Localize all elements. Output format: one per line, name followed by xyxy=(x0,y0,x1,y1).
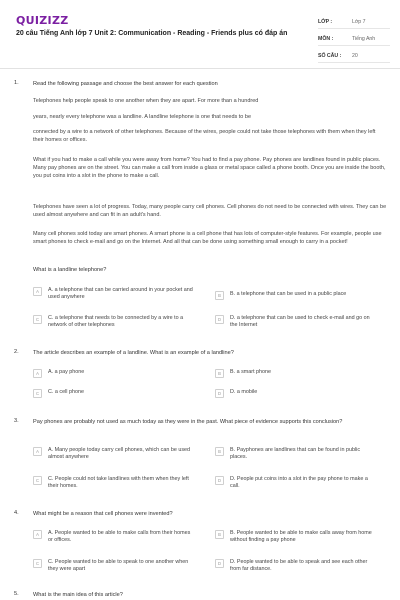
option-text: B. a telephone that can be used in a public place xyxy=(230,291,347,297)
question-text: What is a landline telephone? xyxy=(33,267,107,273)
option-letter: D xyxy=(215,315,224,324)
option-letter: A xyxy=(33,287,42,296)
meta-key: LỚP : xyxy=(318,18,333,25)
option-text: A. People wanted to be able to make calls from their homes or offices. xyxy=(48,530,191,544)
answer-option-a[interactable] xyxy=(33,287,193,302)
option-letter: A xyxy=(33,530,42,539)
meta-row-subject xyxy=(318,32,390,46)
answer-option-d[interactable] xyxy=(215,315,375,330)
option-letter: D xyxy=(215,559,224,568)
option-text: D. a mobile xyxy=(230,389,258,395)
document-header xyxy=(0,0,400,68)
document-title: 20 câu Tiếng Anh lớp 7 Unit 2: Communication - Reading - Friends plus có đáp án xyxy=(16,30,288,37)
question-text: Pay phones are probably not used as much today as they were in the past. What piece of evidence supports this conclusion? xyxy=(33,419,343,425)
option-text: B. Payphones are landlines that can be found in public places. xyxy=(230,447,361,461)
answer-option-d[interactable] xyxy=(215,389,375,398)
option-text: A. a pay phone xyxy=(48,369,85,375)
meta-value: 20 xyxy=(352,52,358,59)
option-letter: C xyxy=(33,315,42,324)
answer-option-c[interactable] xyxy=(33,389,193,398)
answer-option-c[interactable] xyxy=(33,559,193,574)
option-text: C. People could not take landlines with them when they left their homes. xyxy=(48,476,189,490)
option-text: C. a telephone that needs to be connected by a wire to a network of other telephones xyxy=(48,315,184,329)
option-letter: A xyxy=(33,369,42,378)
option-letter: A xyxy=(33,447,42,456)
option-letter: B xyxy=(215,369,224,378)
answer-option-d[interactable] xyxy=(215,559,375,574)
question-number: 5. xyxy=(14,591,19,597)
question-number: 4. xyxy=(14,510,19,516)
answer-option-b[interactable] xyxy=(215,291,375,300)
option-text: B. People wanted to be able to make calls away from home without finding a pay phone xyxy=(230,530,372,544)
meta-key: MÔN : xyxy=(318,35,334,42)
question-instruction: Read the following passage and choose the best answer for each question xyxy=(33,81,218,87)
meta-table xyxy=(318,15,390,66)
option-text: A. a telephone that can be carried around in your pocket and used anywhere xyxy=(48,287,193,301)
option-text: B. a smart phone xyxy=(230,369,272,375)
header-divider xyxy=(0,68,400,69)
option-letter: D xyxy=(215,389,224,398)
option-text: A. Many people today carry cell phones, which can be used almost anywhere xyxy=(48,447,191,461)
question-number: 2. xyxy=(14,349,19,355)
meta-row-count xyxy=(318,49,390,63)
option-text: D. People put coins into a slot in the pay phone to make a call. xyxy=(230,476,368,490)
quizizz-logo: QUIZIZZ xyxy=(16,14,69,27)
answer-option-d[interactable] xyxy=(215,476,375,491)
question-text: What might be a reason that cell phones were invented? xyxy=(33,511,173,517)
meta-key: SỐ CÂU : xyxy=(318,52,342,59)
question-number: 3. xyxy=(14,418,19,424)
answer-option-c[interactable] xyxy=(33,315,193,330)
answer-option-b[interactable] xyxy=(215,530,375,545)
option-letter: C xyxy=(33,559,42,568)
meta-row-class xyxy=(318,15,390,29)
meta-value: Tiếng Anh xyxy=(352,35,376,42)
question-number: 1. xyxy=(14,80,19,86)
option-letter: C xyxy=(33,476,42,485)
answer-option-c[interactable] xyxy=(33,476,193,491)
question-text: The article describes an example of a landline. What is an example of a landline? xyxy=(33,350,234,356)
option-letter: B xyxy=(215,291,224,300)
option-letter: B xyxy=(215,447,224,456)
answer-option-a[interactable] xyxy=(33,530,193,545)
option-letter: B xyxy=(215,530,224,539)
option-text: C. People wanted to be able to speak to one another when they were apart xyxy=(48,559,189,573)
passage-paragraph: Telephones have seen a lot of progress. Today, many people carry cell phones. Cell phones do not need to be connected with wires. They can be used almost anywhere and can fit in an adult's hand. xyxy=(33,204,387,219)
passage-paragraph: Telephones help people speak to one another when they are apart. For more than a hundred xyxy=(33,98,259,104)
passage-paragraph: connected by a wire to a network of other telephones. Because of the wires, people could not take those telephones with them when they left their homes or offices. xyxy=(33,129,376,144)
answer-option-b[interactable] xyxy=(215,447,375,462)
passage-paragraph: What if you had to make a call while you were away from home? You had to find a pay phone. Pay phones are landlines found in public places. Many pay phones are on the street. You can make a call from inside a glass or metal space called a phone booth. Once you are inside the booth, you put coins into a slot in the phone to make a call. xyxy=(33,157,386,180)
answer-option-b[interactable] xyxy=(215,369,375,378)
option-letter: C xyxy=(33,389,42,398)
option-text: D. a telephone that can be used to check e-mail and go on the Internet xyxy=(230,315,370,329)
option-text: C. a cell phone xyxy=(48,389,84,395)
option-text: D. People wanted to be able to speak and see each other from far distance. xyxy=(230,559,368,573)
answer-option-a[interactable] xyxy=(33,447,193,462)
passage-paragraph: years, nearly every telephone was a landline. A landline telephone is one that needs to be xyxy=(33,114,252,120)
option-letter: D xyxy=(215,476,224,485)
question-text: What is the main idea of this article? xyxy=(33,592,123,598)
meta-value: Lớp 7 xyxy=(352,18,366,25)
passage-paragraph: Many cell phones sold today are smart phones. A smart phone is a cell phone that has lots of computer-style features. For example, people use smart phones to check e-mail and go on the Internet. And all that can be done using something small enough to carry in a pocket! xyxy=(33,231,382,246)
answer-option-a[interactable] xyxy=(33,369,193,378)
